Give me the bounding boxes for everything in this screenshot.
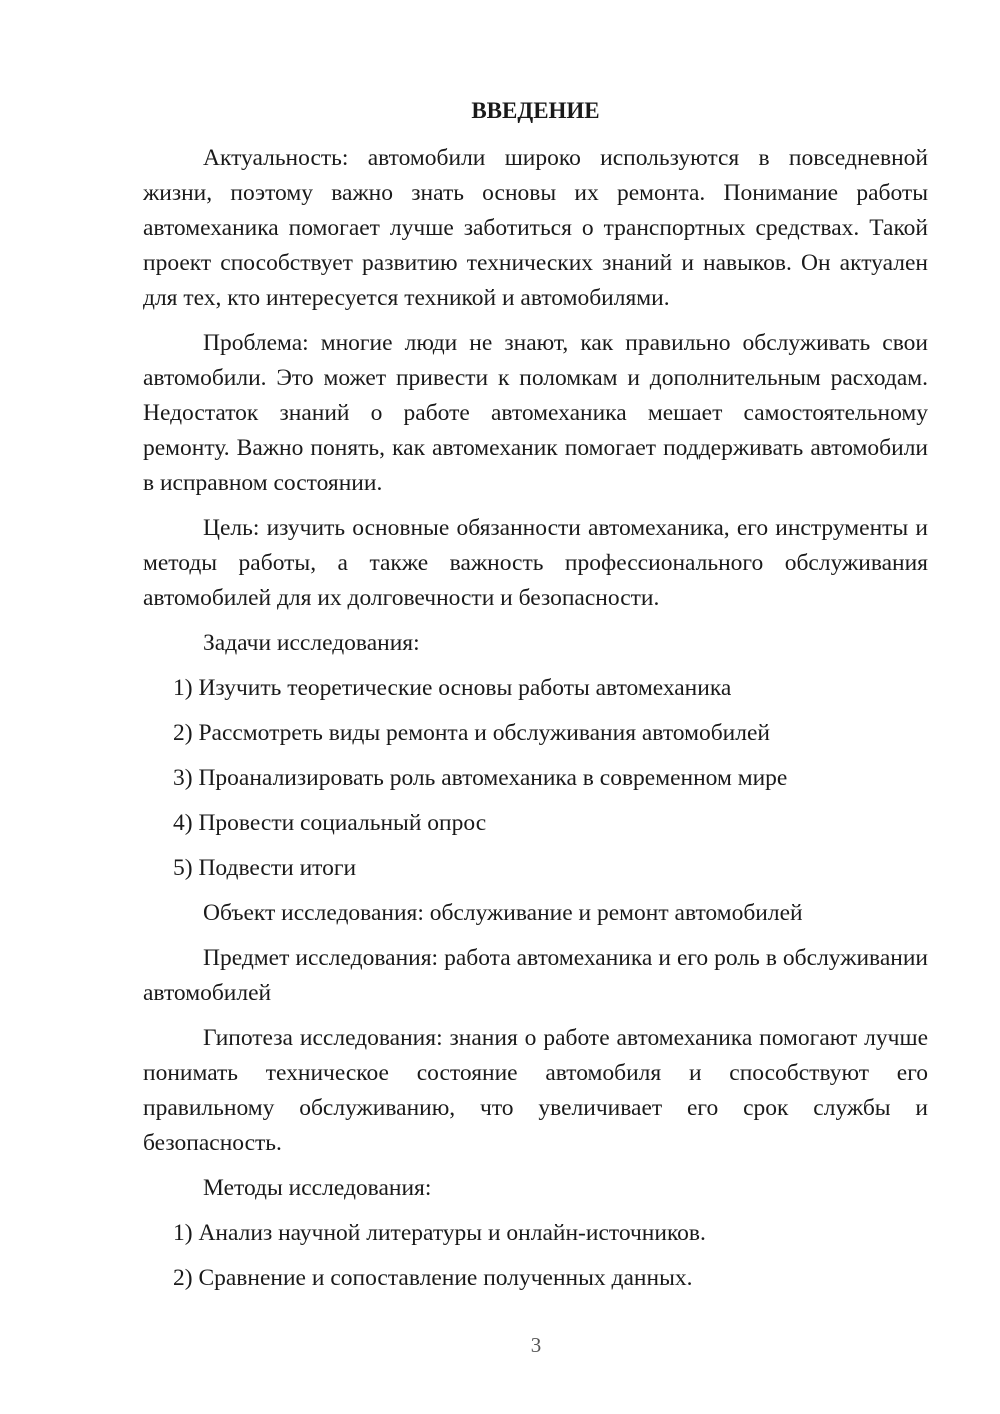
task-item: 3) Проанализировать роль автомеханика в современном мире	[173, 765, 788, 791]
method-item: 2) Сравнение и сопоставление полученных данных.	[173, 1265, 693, 1291]
section-heading: ВВЕДЕНИЕ	[471, 98, 600, 123]
tasks-label: Задачи исследования:	[203, 630, 420, 656]
object-paragraph: Объект исследования: обслуживание и ремонт автомобилей	[203, 900, 803, 926]
page-content	[143, 96, 928, 1306]
page-number: 3	[530, 1333, 542, 1357]
task-item: 5) Подвести итоги	[173, 855, 357, 881]
relevance-paragraph: Актуальность: автомобили широко используются в повседневной жизни, поэтому важно знать основы их ремонта. Понимание работы автомеханика помогает лучше заботиться о транспортных средствах. Такой проект способствует развитию технических знаний и навыков. Он актуален для тех, кто интересуется техникой и автомобилями.	[143, 145, 928, 311]
methods-list	[143, 1216, 928, 1296]
goal-paragraph: Цель: изучить основные обязанности автомеханика, его инструменты и методы работы, а также важность профессионального обслуживания автомобилей для их долговечности и безопасности.	[143, 515, 928, 611]
task-item: 1) Изучить теоретические основы работы автомеханика	[173, 675, 732, 701]
method-item: 1) Анализ научной литературы и онлайн-источников.	[173, 1220, 706, 1246]
methods-label: Методы исследования:	[203, 1175, 432, 1201]
subject-paragraph: Предмет исследования: работа автомеханика и его роль в обслуживании автомобилей	[143, 945, 928, 1006]
task-item: 2) Рассмотреть виды ремонта и обслуживания автомобилей	[173, 720, 770, 746]
hypothesis-paragraph: Гипотеза исследования: знания о работе автомеханика помогают лучше понимать техническое состояние автомобиля и способствуют его правильному обслуживанию, что увеличивает его срок службы и безопасность.	[143, 1025, 928, 1156]
task-item: 4) Провести социальный опрос	[173, 810, 487, 836]
tasks-list	[143, 671, 928, 886]
problem-paragraph: Проблема: многие люди не знают, как правильно обслуживать свои автомобили. Это может привести к поломкам и дополнительным расходам. Недостаток знаний о работе автомеханика мешает самостоятельному ремонту. Важно понять, как автомеханик помогает поддерживать автомобили в исправном состоянии.	[143, 330, 928, 496]
